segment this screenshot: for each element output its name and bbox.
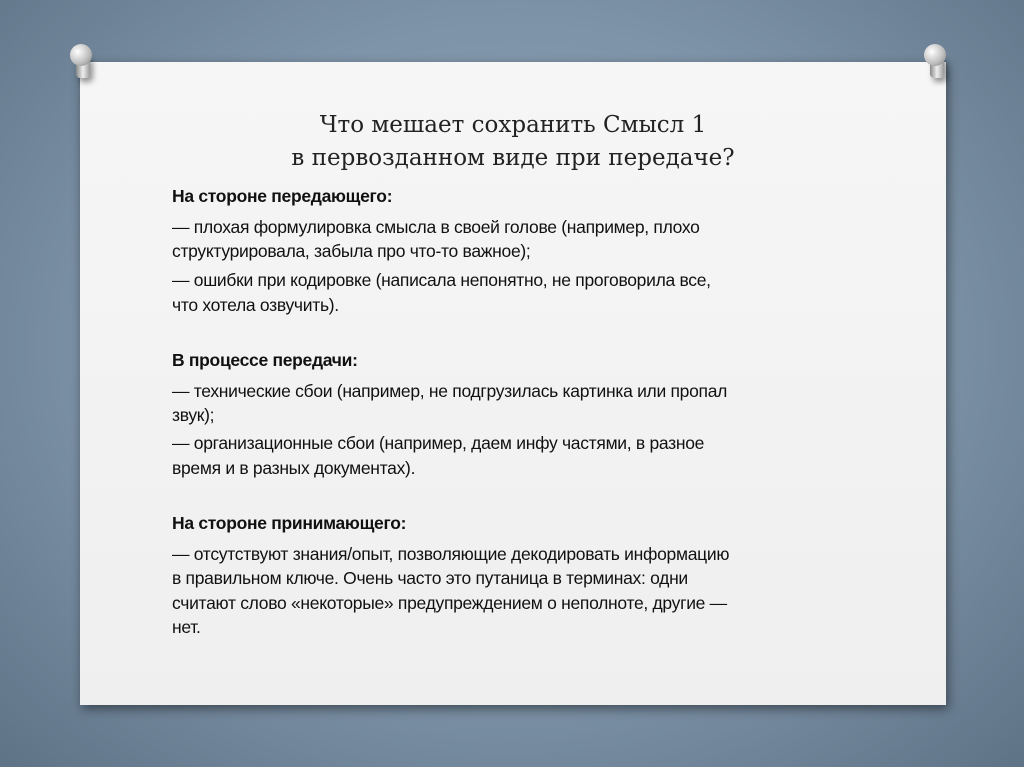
- body-line: в правильном ключе. Очень часто это путаница в терминах: одни: [172, 568, 688, 588]
- slide-title-line-2: в первозданном виде при передаче?: [291, 145, 735, 171]
- body-line: — отсутствуют знания/опыт, позволяющие декодировать информацию: [172, 544, 730, 564]
- body-line: — ошибки при кодировке (написала непонятно, не проговорила все,: [172, 270, 711, 290]
- body-line: — организационные сбои (например, даем инфу частями, в разное: [172, 433, 705, 453]
- body-line: время и в разных документах).: [172, 458, 416, 478]
- slide-title-line-1: Что мешает сохранить Смысл 1: [319, 112, 707, 138]
- body-line: звук);: [172, 405, 215, 425]
- body-line: нет.: [172, 617, 201, 637]
- section-heading: В процессе передачи:: [172, 350, 358, 370]
- section-heading: На стороне принимающего:: [172, 513, 407, 533]
- body-line: структурировала, забыла про что-то важное);: [172, 241, 531, 261]
- body-line: — технические сбои (например, не подгрузилась картинка или пропал: [172, 381, 728, 401]
- pushpin-icon: [70, 44, 96, 84]
- pushpin-icon: [924, 44, 950, 84]
- body-line: — плохая формулировка смысла в своей голове (например, плохо: [172, 217, 700, 237]
- body-line: считают слово «некоторые» предупреждением о неполноте, другие —: [172, 593, 727, 613]
- body-line: что хотела озвучить).: [172, 295, 339, 315]
- section-heading: На стороне передающего:: [172, 186, 393, 206]
